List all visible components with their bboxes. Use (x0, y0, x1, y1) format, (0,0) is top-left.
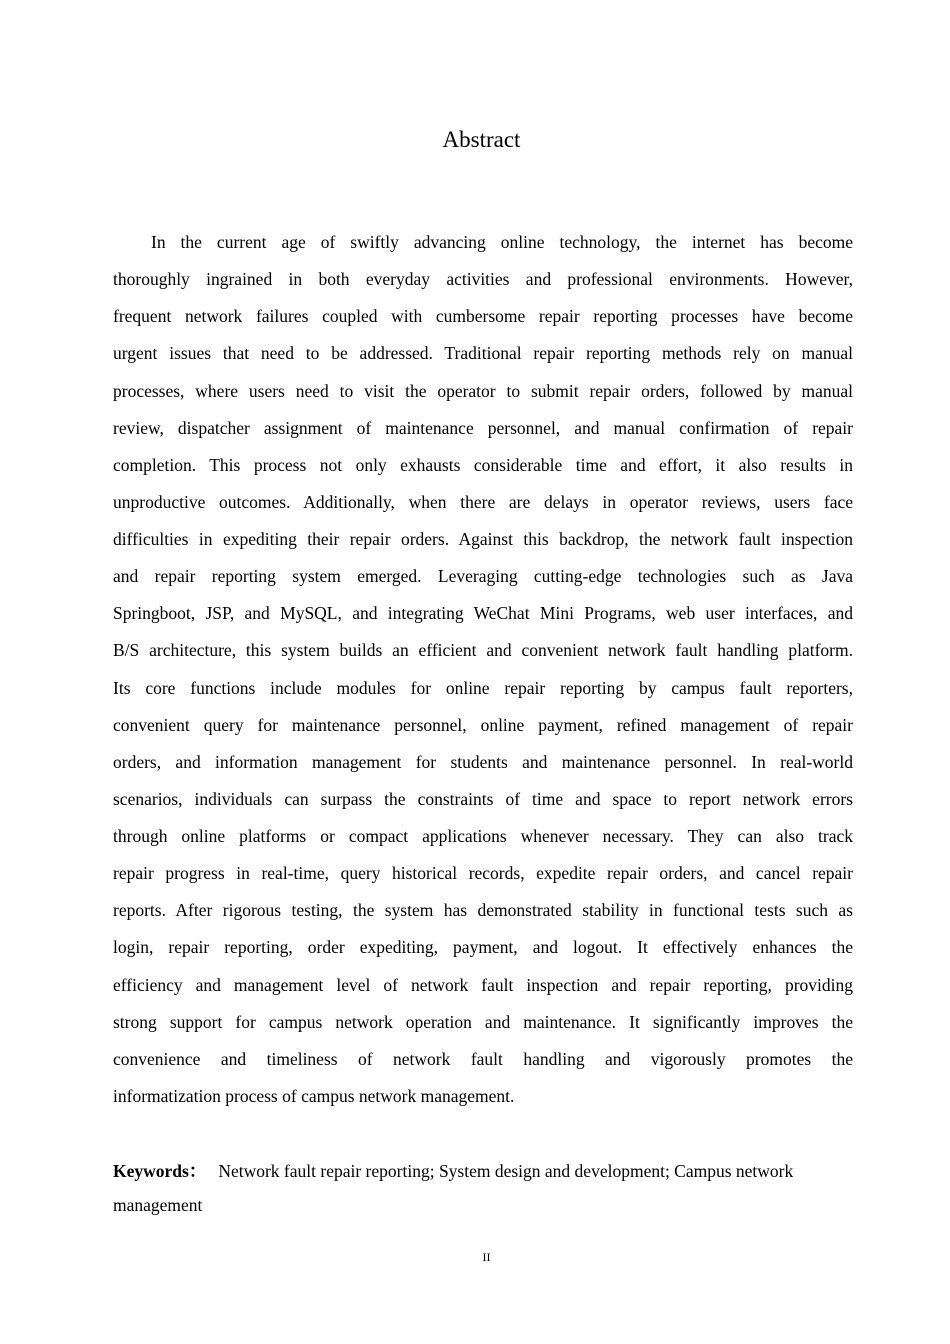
abstract-paragraph (113, 224, 853, 1115)
abstract-line: strong support for campus network operation and maintenance. It significantly improves the (113, 1011, 853, 1032)
abstract-line: difficulties in expediting their repair orders. Against this backdrop, the network fault inspection (113, 529, 853, 549)
keywords-text: Network fault repair reporting; System design and development; Campus network management (113, 1161, 794, 1215)
abstract-line: scenarios, individuals can surpass the constraints of time and space to report network errors (113, 788, 853, 809)
abstract-line: Its core functions include modules for online repair reporting by campus fault reporters, (113, 677, 853, 698)
abstract-line: through online platforms or compact applications whenever necessary. They can also track (113, 826, 853, 846)
abstract-line: convenience and timeliness of network fault handling and vigorously promotes the (113, 1048, 853, 1069)
keywords-label: Keywords： (113, 1161, 207, 1181)
page-title: Abstract (442, 127, 521, 152)
abstract-line: informatization process of campus network management. (113, 1085, 515, 1106)
abstract-line: review, dispatcher assignment of maintenance personnel, and manual confirmation of repair (113, 417, 853, 438)
abstract-line: login, repair reporting, order expediting, payment, and logout. It effectively enhances the (113, 937, 853, 958)
abstract-line: thoroughly ingrained in both everyday activities and professional environments. However, (113, 269, 853, 290)
abstract-line: unproductive outcomes. Additionally, when there are delays in operator reviews, users face (113, 491, 853, 512)
abstract-line: efficiency and management level of network fault inspection and repair reporting, providing (113, 974, 853, 995)
abstract-line: completion. This process not only exhausts considerable time and effort, it also results in (113, 454, 853, 475)
abstract-line: and repair reporting system emerged. Leveraging cutting-edge technologies such as Java (113, 566, 853, 587)
abstract-line: urgent issues that need to be addressed. Traditional repair reporting methods rely on manual (113, 343, 853, 364)
keywords (113, 1154, 853, 1222)
abstract-line: repair progress in real-time, query historical records, expedite repair orders, and cancel repair (113, 863, 853, 884)
abstract-line: frequent network failures coupled with cumbersome repair reporting processes have become (113, 306, 853, 327)
abstract-line: In the current age of swiftly advancing online technology, the internet has become (151, 232, 853, 252)
page-number: II (482, 1250, 491, 1264)
abstract-line: convenient query for maintenance personnel, online payment, refined management of repair (113, 714, 853, 735)
abstract-line: processes, where users need to visit the operator to submit repair orders, followed by manual (113, 380, 853, 401)
abstract-line: reports. After rigorous testing, the system has demonstrated stability in functional tests such as (113, 900, 853, 921)
abstract-line: orders, and information management for students and maintenance personnel. In real-world (113, 751, 853, 772)
abstract-line: Springboot, JSP, and MySQL, and integrating WeChat Mini Programs, web user interfaces, and (113, 603, 853, 624)
abstract-line: B/S architecture, this system builds an efficient and convenient network fault handling platform. (113, 640, 853, 661)
